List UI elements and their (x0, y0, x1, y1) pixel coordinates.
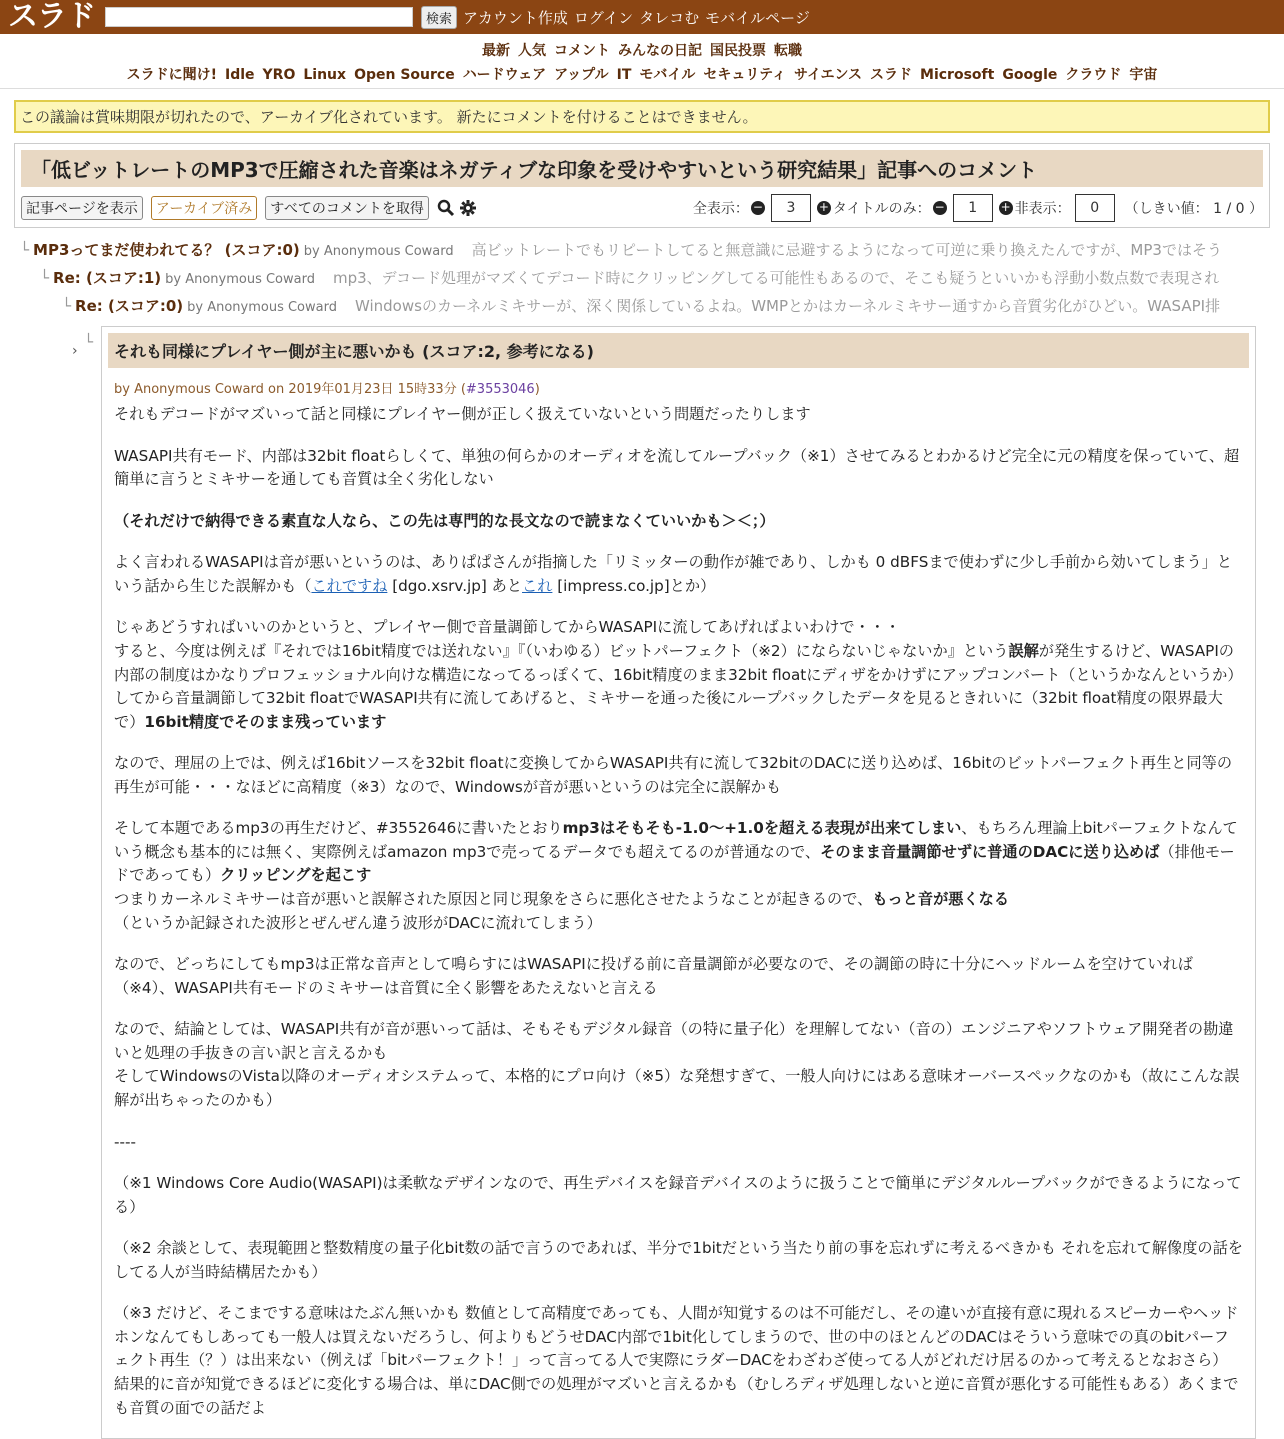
thread-row-author: by Anonymous Coward (165, 272, 315, 287)
comment-paragraph: それもデコードがマズいって話と同様にプレイヤー側が正しく扱えていないという問題だったりします (114, 405, 811, 423)
comment-paragraph (114, 551, 1243, 598)
story-box (14, 143, 1270, 228)
get-all-comments-button[interactable]: すべてのコメントを取得 (265, 196, 429, 220)
text-span: なので、結論としては、WASAPI共有が音が悪いって話は、そもそもデジタル録音（の特に量子化）を理解してない（音の）エンジニアやソフトウェア開発者の勘違いと処理の手抜きの言い訳と言えるかも (114, 1020, 1234, 1062)
threshold-text: （しきい値： 1 / 0 ） (1124, 201, 1263, 217)
comment-paragraph (114, 510, 1243, 534)
nav-topic-item[interactable]: セキュリティ (703, 67, 786, 83)
section-nav (0, 34, 1284, 89)
view-story-button[interactable]: 記事ページを表示 (21, 196, 143, 220)
text-span: [dgo.xsrv.jp] あと (387, 576, 523, 595)
nav-main-item[interactable]: 国民投票 (710, 43, 766, 59)
search-input[interactable] (105, 7, 413, 27)
link-dgo[interactable]: これですね (311, 576, 388, 595)
nav-main-item[interactable]: 転職 (774, 43, 802, 59)
comment-body (108, 403, 1249, 1420)
comment-paragraph: ---- (114, 1132, 136, 1151)
comment-meta (114, 378, 1249, 397)
story-title[interactable]: 「低ビットレートのMP3で圧縮された音楽はネガティブな印象を受けやすいという研究結果」記事へのコメント (21, 150, 1263, 187)
bold-text: mp3はそもそも-1.0〜+1.0を超える表現が出来てしまい (562, 819, 962, 838)
bold-text: 16bit精度でそのまま残っています (144, 712, 387, 731)
text-span: よく言われるWASAPIは音が悪いというのは、ありぱぱさんが指摘した「リミッターの動作が雑であり、しかも 0 dBFSまで使わずに少し手前から効いてしまう」という話から生じた誤解かも（ (114, 553, 1233, 595)
comment-paragraph: なので、理屈の上では、例えば16bitソースを32bit floatに変換してからWASAPI共有に流して32bitのDACに送り込めば、16bitのビットパーフェクト再生と同等の再生が可能・・・なほどに高精度（※3）なので、Windowsが音が悪いというのは完全に誤解かも (114, 754, 1233, 796)
bold-text: 誤解 (1008, 641, 1039, 660)
nav-main-item[interactable]: コメント (554, 43, 610, 59)
bold-text: クリッピングを起こす (220, 866, 372, 885)
thread-connector: └ (62, 297, 72, 315)
search-button[interactable]: 検索 (421, 6, 457, 29)
thread-connector: └ (84, 333, 94, 351)
text-span: そして本題であるmp3の再生だけど、#3552646に書いたとおり (114, 819, 563, 838)
nav-row-main (0, 34, 1284, 60)
nav-topic-item[interactable]: スラドに聞け! (126, 67, 218, 83)
nav-topic-item[interactable]: モバイル (639, 67, 696, 83)
mobile-page-link[interactable]: モバイルページ (705, 8, 810, 27)
text-span: すると、今度は例えば『それでは16bit精度では送れない』『（いわゆる）ビットパーフェクト（※2）にならないじゃないか』という (114, 641, 1009, 660)
thread-row-snippet[interactable]: mp3、デコード処理がマズくてデコード時にクリッピングしてる可能性もあるので、そこも疑うといいかも浮動小数点数で表現され (332, 269, 1220, 287)
text-span: 、もちろん理論上bitパーフェクトなんていう概念も基本的には無く、実際例えばamazon mp3で売ってるデータでも超えてるのが普通なので、 (114, 819, 1238, 861)
thread-row[interactable] (0, 292, 1284, 320)
nav-main-item[interactable]: みんなの日記 (618, 43, 702, 59)
link-impress[interactable]: これ (522, 576, 553, 595)
comment-paragraph (114, 616, 1243, 734)
title-only-label: タイトルのみ： (832, 201, 931, 217)
comment-paragraph: WASAPI共有モード、内部は32bit floatらしくて、単独の何らかのオーディオを流してループバック（※1）させてみるとわかるけど完全に元の精度を保っていて、超簡単に言うとミキサーを通しても音質は全く劣化しない (114, 446, 1240, 489)
comment-meta-close: ) (534, 382, 540, 397)
nav-topic-item[interactable]: アップル (554, 67, 609, 83)
comment-paragraph: （※1 Windows Core Audio(WASAPI)は柔軟なデザインなので、再生デバイスを録音デバイスのように扱うことで簡単にデジタルループバックができるようになってる） (114, 1174, 1242, 1216)
comment-paragraph (114, 1018, 1243, 1112)
thread-row-author: by Anonymous Coward (303, 244, 454, 259)
hidden-label: 非表示： (1014, 201, 1071, 217)
thread-row-snippet[interactable]: Windowsのカーネルミキサーが、深く関係しているよね。WMPとかはカーネルミキサー通すから音質劣化がひどい。WASAPI排 (354, 297, 1221, 315)
comment-paragraph: （※3 だけど、そこまでする意味はたぶん無いかも 数値として高精度であっても、人間が知覚するのは不可能だし、その違いが直接有意に現れるスピーカーやヘッドホンなんてもしあっても一般人は買えないだろうし、何よりもどうせDAC内部で1bit化してしまうので、世の中のほとんどのDACはそういう意味での真のbitパーフェクト再生（？）は出来ない（例えば「bitパーフェクト！」って言ってる人で実際にラダーDACをわざわざ使ってる人がどれだけ居るのかって考えるとなおさら） 結果的に音が知覚できるほどに変化する場合は、単にDAC側での処理がマズいと言えるかも（むしろディザ処理しないと逆に音質が悪化する可能性もある）あくまでも音質の面での話だよ (114, 1304, 1239, 1417)
thread-row[interactable] (0, 236, 1284, 264)
bold-text: そのまま音量調節せずに普通のDACに送り込めば (820, 842, 1160, 861)
site-logo[interactable]: スラド (8, 0, 95, 34)
full-display-value[interactable]: 3 (771, 194, 811, 222)
comment-author-date: by Anonymous Coward on 2019年01月23日 15時33分 ( (114, 382, 466, 397)
thread-row-title[interactable]: MP3ってまだ使われてる？ (スコア:0) (33, 241, 300, 259)
comment-controls (21, 193, 1263, 223)
nav-topic-item[interactable]: スラド (870, 67, 913, 83)
thread-row[interactable] (0, 264, 1284, 292)
comment (72, 326, 1256, 1439)
plus-icon[interactable]: + (1000, 200, 1011, 214)
minus-icon[interactable]: − (934, 200, 945, 214)
thread-row-author: by Anonymous Coward (187, 300, 337, 315)
hidden-value[interactable]: 0 (1075, 194, 1115, 222)
nav-topic-item[interactable]: クラウド (1065, 67, 1122, 83)
archive-notice: この議論は賞味期限が切れたので、アーカイブ化されています。 新たにコメントを付けることはできません。 (14, 100, 1270, 133)
text-span: つまりカーネルミキサーは音が悪いと誤解された原因と同じ現象をさらに悪化させたようなことが起きるので、 (114, 890, 873, 908)
threshold-controls (693, 194, 1263, 222)
thread-row-snippet[interactable]: 高ビットレートでもリピートしてると無意識に忌避するようになって可逆に乗り換えたんですが、MP3ではそう (471, 241, 1222, 259)
nav-topic-item[interactable]: サイエンス (793, 67, 863, 83)
text-span: （排他モードであっても） (114, 842, 1235, 885)
text-span: （というか記録された波形とぜんぜん違う波形がDACに流れてしまう） (114, 913, 602, 932)
nav-topic-item[interactable]: Linux (303, 67, 347, 83)
top-bar (0, 0, 1284, 34)
nav-topic-item[interactable]: 宇宙 (1129, 67, 1158, 83)
nav-row-topics (0, 60, 1284, 84)
collapse-arrow-icon[interactable]: › (72, 343, 78, 359)
comment-paragraph: （※2 余談として、表現範囲と整数精度の量子化bit数の話で言うのであれば、半分で1bitだという当たり前の事を忘れずに考えるべきかも それを忘れて解像度の話をしてる人が当時結構居たかも） (114, 1239, 1243, 1281)
comment-title[interactable]: それも同様にプレイヤー側が主に悪いかも (スコア:2, 参考になる) (108, 333, 1249, 368)
nav-topic-item[interactable]: Google (1002, 67, 1058, 83)
thread-connector: └ (40, 269, 50, 287)
minus-icon[interactable]: − (752, 200, 763, 214)
nav-topic-item[interactable]: YRO (262, 67, 296, 83)
search-icon[interactable] (437, 199, 455, 217)
thread-connector: └ (20, 241, 30, 259)
comment-paragraph (114, 817, 1243, 935)
text-span: そしてWindowsのVista以降のオーディオシステムって、本格的にプロ向け（※5）な発想すぎて、一般人向けにはある意味オーバースペックなのかも（故にこんな誤解が出ちゃったのかも） (114, 1067, 1240, 1109)
thread-row-title[interactable]: Re: (スコア:0) (75, 297, 184, 315)
comment-thread (0, 236, 1284, 1439)
archived-button[interactable]: アーカイブ済み (151, 196, 257, 220)
nav-main-item[interactable]: 最新 (482, 43, 510, 59)
nav-topic-item[interactable]: Open Source (354, 67, 455, 83)
nav-topic-item[interactable]: Microsoft (920, 67, 995, 83)
account-links (463, 7, 816, 28)
title-only-value[interactable]: 1 (953, 194, 993, 222)
nav-main-item[interactable]: 人気 (518, 43, 546, 59)
submit-story-link[interactable]: タレコむ (639, 8, 700, 27)
gear-icon[interactable] (459, 199, 477, 217)
text-span: [impress.co.jp]とか） (552, 576, 716, 595)
full-display-label: 全表示： (692, 201, 749, 217)
text-span: じゃあどうすればいいのかというと、プレイヤー側で音量調節してからWASAPIに流してあげればよいわけで・・・ (114, 618, 901, 637)
comment-id-link[interactable]: #3553046 (465, 382, 535, 397)
login-link[interactable]: ログイン (573, 8, 634, 27)
comment-paragraph: なので、どっちにしてもmp3は正常な音声として鳴らすにはWASAPIに投げる前に音量調節が必要なので、その調節の時に十分にヘッドルームを空けていれば（※4）、WASAPI共有モードのミキサーは音質に全く影響をあたえないと言える (114, 955, 1193, 997)
bold-text: もっと音が悪くなる (872, 890, 1009, 908)
nav-topic-item[interactable]: Idle (225, 67, 255, 83)
bold-text: （それだけで納得できる素直な人なら、この先は専門的な長文なので読まなくていいかも＞＜；） (114, 511, 775, 530)
text-span: が発生するけど、WASAPIの内部の制度はかなりプロフェッショナル向けな構造になってるっぽくて、16bit精度のまま32bit floatにディザをかけずにアップコンバート（というかなんというか）してから音量調節して32bit floatでWASAPI共有に流してあげると、ミキサーを通った後にループバックしたデータを見るときれいに（32bit float精度の限界最大で） (114, 641, 1243, 731)
thread-row-title[interactable]: Re: (スコア:1) (53, 269, 162, 287)
nav-topic-item[interactable]: ハードウェア (462, 67, 547, 83)
create-account-link[interactable]: アカウント作成 (463, 8, 568, 27)
nav-topic-item[interactable]: IT (616, 67, 632, 83)
plus-icon[interactable]: + (818, 200, 829, 214)
